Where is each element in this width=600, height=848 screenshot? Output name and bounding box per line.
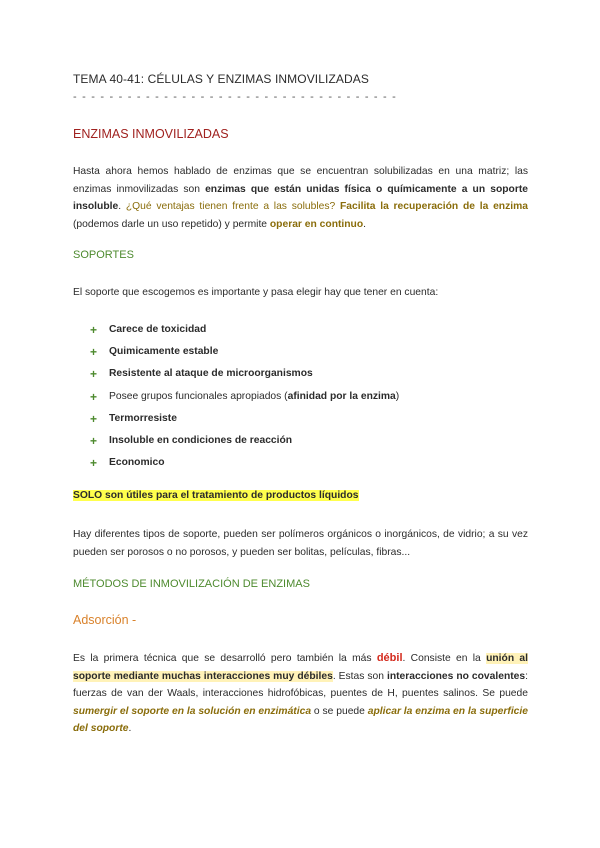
- heading-soportes: SOPORTES: [73, 249, 134, 261]
- p4-no-covalentes: interacciones no covalentes: [386, 670, 526, 682]
- list-item: [90, 410, 399, 432]
- plus-icon: +: [90, 456, 98, 471]
- list-item-text: Termorresiste: [109, 412, 177, 424]
- list-item-bold: afinidad por la enzima: [287, 390, 396, 402]
- plus-icon: +: [90, 433, 98, 448]
- p1-bold-definition: enzimas que están unidas física o químicamente a un soporte insoluble: [73, 183, 528, 212]
- plus-icon: +: [90, 323, 98, 337]
- p1-advantage: Facilita la recuperación de la enzima: [339, 201, 528, 212]
- solo-highlight: SOLO son útiles para el tratamiento de productos líquidos: [73, 490, 359, 501]
- list-item-pre: Posee grupos funcionales apropiados (: [109, 390, 288, 402]
- p4-text-b: . Consiste en la: [402, 653, 487, 664]
- list-item-text: Resistente al ataque de microorganismos: [109, 368, 313, 380]
- heading-metodos: MÉTODOS DE INMOVILIZACIÓN DE ENZIMAS: [73, 578, 310, 590]
- page-title: TEMA 40-41: CÉLULAS Y ENZIMAS INMOVILIZADAS: [73, 72, 369, 86]
- p1-text-f: (podemos darle un uso repetido) y permite: [73, 218, 270, 230]
- list-item: [90, 365, 399, 387]
- p4-text-a: Es la primera técnica que se desarrolló pero también la más: [73, 653, 377, 664]
- list-item-text: Quimicamente estable: [109, 346, 219, 358]
- paragraph-adsorcion: [73, 650, 528, 738]
- list-item: [90, 432, 399, 454]
- list-item: [90, 454, 399, 476]
- list-item-text: [109, 388, 399, 410]
- solo-note: [73, 490, 359, 501]
- paragraph-soporte: El soporte que escogemos es importante y pasa elegir hay que tener en cuenta:: [73, 287, 439, 298]
- paragraph-intro: [73, 163, 528, 233]
- support-requirements-list: [90, 321, 399, 476]
- list-item: [90, 388, 399, 410]
- p1-text-a: Hasta ahora hemos hablado de enzimas que se encuentran solubilizadas en una matriz; las enzimas inmovilizadas son: [73, 166, 528, 195]
- list-item: [90, 321, 399, 343]
- p4-text-j: .: [128, 723, 132, 734]
- p4-text-f: : fuerzas de van der Waals, interacciones hidrofóbicas, puentes de H, puentes salinos. Se puede: [73, 670, 528, 699]
- heading-enzimas-inmovilizadas: ENZIMAS INMOVILIZADAS: [73, 127, 229, 141]
- p4-union-soporte: unión al soporte mediante muchas interacciones muy débiles: [73, 653, 528, 682]
- p1-text-c: .: [118, 201, 126, 212]
- p1-continuous: operar en continuo: [269, 218, 364, 230]
- p4-text-h: o se puede: [311, 705, 368, 717]
- p4-aplicar: aplicar la enzima en la superficie del soporte: [73, 705, 529, 734]
- plus-icon: +: [90, 411, 98, 426]
- list-item: [90, 343, 399, 365]
- paragraph-tipos-soporte: Hay diferentes tipos de soporte, pueden ser polímeros orgánicos o inorgánicos, de vidrio; a su vez pueden ser porosos o no porosos, y pueden ser bolitas, películas, fibras...: [73, 529, 528, 558]
- plus-icon: +: [90, 367, 98, 382]
- title-separator: - - - - - - - - - - - - - - - - - - - - - - - - - - - - - - - - - - - -: [73, 91, 398, 103]
- p1-text-h: .: [363, 218, 367, 230]
- p4-sumergir: sumergir el soporte en la solución en enzimática: [73, 705, 312, 717]
- plus-icon: +: [90, 389, 98, 404]
- list-item-text: Carece de toxicidad: [109, 324, 207, 335]
- list-item-text: Economico: [109, 457, 165, 469]
- p1-question: ¿Qué ventajas tienen frente a las solubles?: [125, 201, 336, 212]
- p4-text-d: . Estas son: [332, 670, 387, 682]
- heading-adsorcion: Adsorción -: [73, 613, 137, 627]
- p4-debil: débil: [376, 652, 403, 664]
- list-item-text: Insoluble en condiciones de reacción: [109, 434, 293, 446]
- list-item-post: ): [395, 390, 400, 402]
- plus-icon: +: [90, 345, 98, 360]
